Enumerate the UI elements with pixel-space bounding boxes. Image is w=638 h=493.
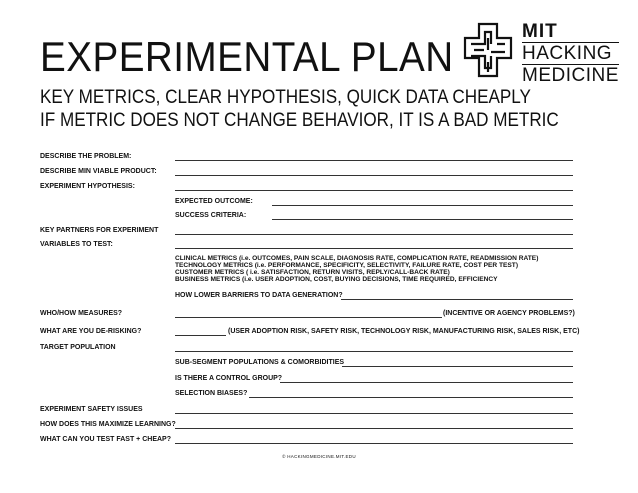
de-risking-label: WHAT ARE YOU DE-RISKING?	[40, 328, 142, 335]
mvp-field[interactable]	[175, 175, 573, 176]
footer-copyright: © HACKINGMEDICINE.MIT.EDU	[282, 454, 356, 459]
hypothesis-field[interactable]	[175, 190, 573, 191]
safety-issues-field[interactable]	[175, 413, 573, 414]
problem-label: DESCRIBE THE PROBLEM:	[40, 153, 132, 160]
control-group-field[interactable]	[280, 382, 573, 383]
test-fast-field[interactable]	[175, 443, 573, 444]
sub-segment-field[interactable]	[342, 366, 573, 367]
variables-label: VARIABLES TO TEST:	[40, 241, 113, 248]
test-fast-label: WHAT CAN YOU TEST FAST + CHEAP?	[40, 436, 171, 443]
mvp-label: DESCRIBE MIN VIABLE PRODUCT:	[40, 168, 157, 175]
page-title: EXPERIMENTAL PLAN	[40, 33, 454, 80]
clinical-metrics-text: CLINICAL METRICS (i.e. OUTCOMES, PAIN SCALE, DIAGNOSIS RATE, COMPLICATION RATE, READMISSION RATE)	[175, 255, 539, 262]
logo-text-hacking: HACKING	[522, 42, 619, 63]
who-measures-field[interactable]	[175, 317, 442, 318]
lower-barriers-field[interactable]	[341, 299, 573, 300]
logo-text-mit: MIT	[522, 21, 558, 42]
subtitle-1: KEY METRICS, CLEAR HYPOTHESIS, QUICK DATA CHEAPLY	[40, 87, 531, 108]
variables-field[interactable]	[175, 248, 573, 249]
customer-metrics-text: CUSTOMER METRICS ( i.e. SATISFACTION, RETURN VISITS, REPLY/CALL-BACK RATE)	[175, 269, 450, 276]
business-metrics-text: BUSINESS METRICS (i.e. USER ADOPTION, COST, BUYING DECISIONS, TIME REQUIRED, EFFICIENCY	[175, 276, 498, 283]
key-partners-label: KEY PARTNERS FOR EXPERIMENT	[40, 227, 159, 234]
key-partners-field[interactable]	[175, 234, 573, 235]
risk-types-text: (USER ADOPTION RISK, SAFETY RISK, TECHNOLOGY RISK, MANUFACTURING RISK, SALES RISK, ETC)	[228, 328, 580, 335]
expected-outcome-label: EXPECTED OUTCOME:	[175, 198, 253, 205]
who-measures-label: WHO/HOW MEASURES?	[40, 310, 123, 317]
selection-biases-field[interactable]	[249, 397, 573, 398]
subtitle-2: IF METRIC DOES NOT CHANGE BEHAVIOR, IT IS A BAD METRIC	[40, 110, 559, 131]
expected-outcome-field[interactable]	[272, 205, 573, 206]
problem-field[interactable]	[175, 160, 573, 161]
lower-barriers-label: HOW LOWER BARRIERS TO DATA GENERATION?	[175, 292, 343, 299]
technology-metrics-text: TECHNOLOGY METRICS (i.e. PERFORMANCE, SPECIFICITY, SELECTIVITY, FAILURE RATE, COST PER TEST)	[175, 262, 519, 269]
medical-cross-icon	[460, 20, 516, 80]
incentive-text: (INCENTIVE OR AGENCY PROBLEMS?)	[443, 310, 575, 317]
hypothesis-label: EXPERIMENT HYPOTHESIS:	[40, 183, 135, 190]
success-criteria-field[interactable]	[272, 219, 573, 220]
target-population-label: TARGET POPULATION	[40, 344, 116, 351]
success-criteria-label: SUCCESS CRITERIA:	[175, 212, 247, 219]
mit-hacking-medicine-logo	[460, 20, 620, 84]
maximize-learning-field[interactable]	[175, 428, 573, 429]
logo-text-medicine: MEDICINE	[522, 65, 619, 86]
maximize-learning-label: HOW DOES THIS MAXIMIZE LEARNING?	[40, 421, 176, 428]
safety-issues-label: EXPERIMENT SAFETY ISSUES	[40, 406, 143, 413]
control-group-label: IS THERE A CONTROL GROUP?	[175, 375, 283, 382]
selection-biases-label: SELECTION BIASES?	[175, 390, 248, 397]
sub-segment-label: SUB-SEGMENT POPULATIONS & COMORBIDITIES	[175, 359, 345, 366]
de-risking-field[interactable]	[175, 335, 226, 336]
target-population-field[interactable]	[175, 351, 573, 352]
